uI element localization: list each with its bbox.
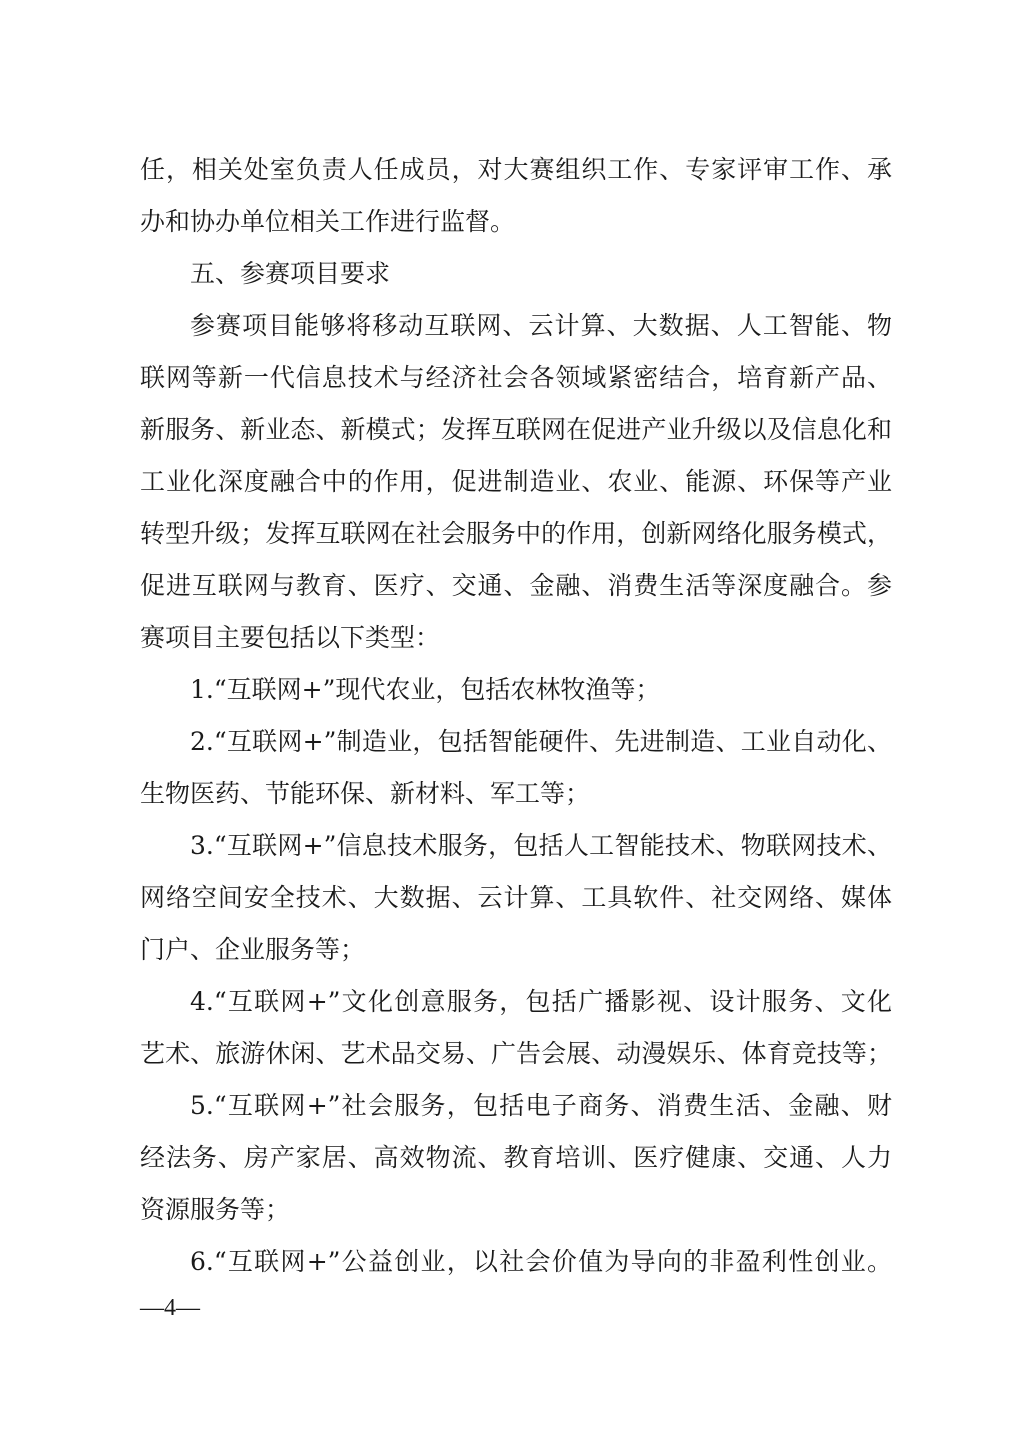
body-line: 工业化深度融合中的作用，促进制造业、农业、能源、环保等产业 <box>140 467 892 496</box>
list-item: 5.“互联网+”社会服务，包括电子商务、消费生活、金融、财 <box>190 1091 892 1120</box>
list-item: 2.“互联网+”制造业，包括智能硬件、先进制造、工业自动化、 <box>190 727 892 756</box>
body-line: 新服务、新业态、新模式；发挥互联网在促进产业升级以及信息化和 <box>140 415 892 444</box>
section-heading: 五、参赛项目要求 <box>190 259 391 288</box>
body-line: 联网等新一代信息技术与经济社会各领域紧密结合，培育新产品、 <box>140 363 892 392</box>
body-line: 办和协办单位相关工作进行监督。 <box>140 207 516 236</box>
list-item-continuation: 网络空间安全技术、大数据、云计算、工具软件、社交网络、媒体 <box>140 883 892 912</box>
list-item-continuation: 经法务、房产家居、高效物流、教育培训、医疗健康、交通、人力 <box>140 1143 892 1172</box>
list-item-continuation: 门户、企业服务等； <box>140 935 366 964</box>
body-line: 转型升级；发挥互联网在社会服务中的作用，创新网络化服务模式， <box>140 519 892 548</box>
body-line: 赛项目主要包括以下类型： <box>140 623 441 652</box>
body-line: 任，相关处室负责人任成员，对大赛组织工作、专家评审工作、承 <box>140 155 892 184</box>
list-item-continuation: 艺术、旅游休闲、艺术品交易、广告会展、动漫娱乐、体育竞技等； <box>140 1039 892 1068</box>
body-line: 参赛项目能够将移动互联网、云计算、大数据、人工智能、物 <box>190 311 892 340</box>
list-item: 1.“互联网+”现代农业，包括农林牧渔等； <box>190 675 661 704</box>
list-item: 3.“互联网+”信息技术服务，包括人工智能技术、物联网技术、 <box>190 831 892 860</box>
page-number: —4— <box>140 1295 200 1321</box>
document-body <box>140 144 892 1288</box>
list-item-continuation: 资源服务等； <box>140 1195 291 1224</box>
list-item: 4.“互联网+”文化创意服务，包括广播影视、设计服务、文化 <box>190 987 892 1016</box>
list-item-continuation: 生物医药、节能环保、新材料、军工等； <box>140 779 591 808</box>
list-item: 6.“互联网+”公益创业，以社会价值为导向的非盈利性创业。 <box>190 1247 892 1276</box>
body-line: 促进互联网与教育、医疗、交通、金融、消费生活等深度融合。参 <box>140 571 892 600</box>
